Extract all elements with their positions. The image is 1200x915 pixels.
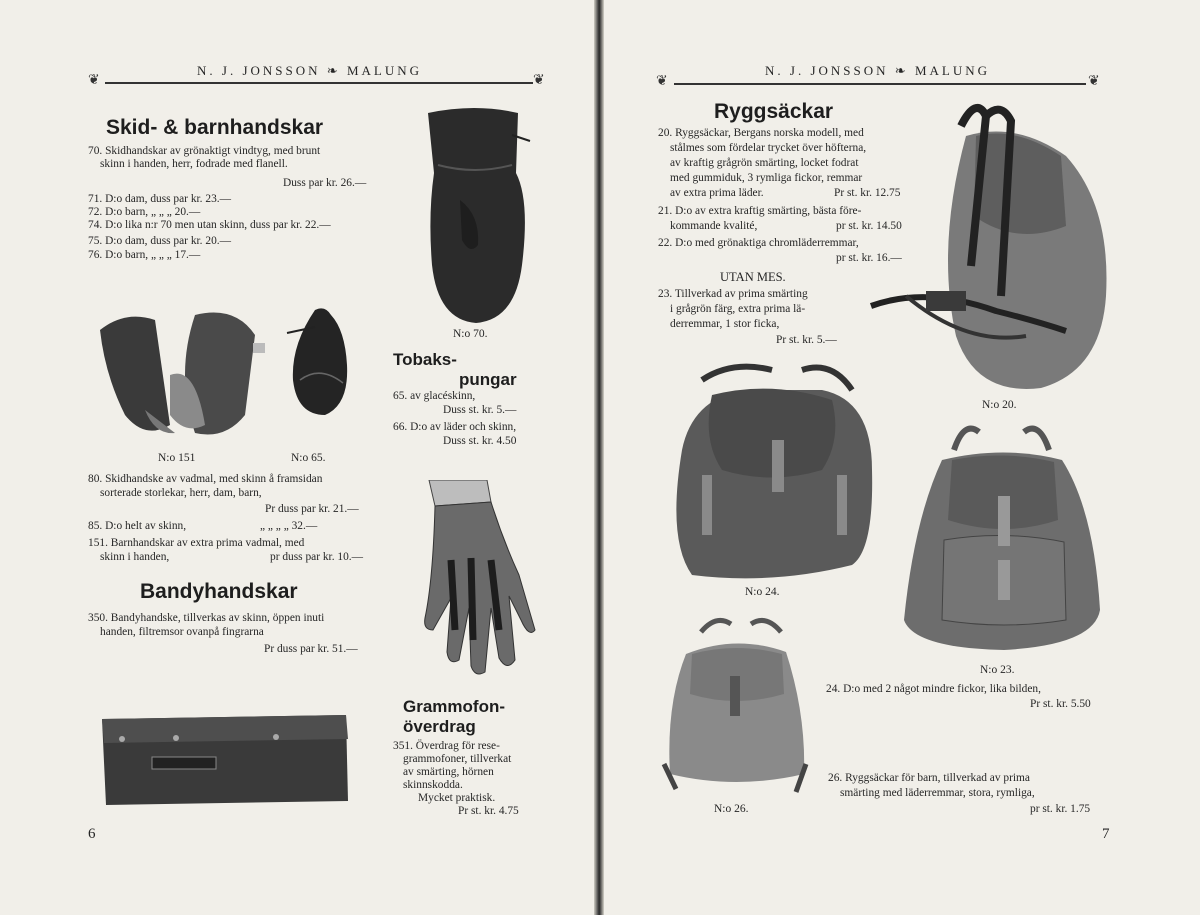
page-number: 7: [1102, 826, 1110, 842]
grammo-line: Mycket praktisk.: [418, 792, 496, 804]
ryggsack-line: av kraftig grågrön smärting, locket fodrat: [670, 157, 859, 169]
caption-no65: N:o 65.: [291, 452, 326, 464]
ryggsack-title: Ryggsäckar: [714, 100, 834, 123]
grammo-line: grammofoner, tillverkat: [403, 753, 512, 765]
ryggsack-line: 21. D:o av extra kraftig smärting, bästa före-: [658, 205, 862, 217]
page-header: N. J. JONSSON ❧ MALUNG: [197, 63, 422, 78]
skid2-line: 80. Skidhandske av vadmal, med skinn å framsidan: [88, 473, 323, 485]
skid2-price: pr duss par kr. 10.—: [270, 551, 364, 563]
bandy-line: 350. Bandyhandske, tillverkas av skinn, öppen inuti: [88, 612, 325, 624]
caption-no151: N:o 151: [158, 452, 196, 464]
item26-line: 26. Ryggsäckar för barn, tillverkad av prima: [828, 772, 1030, 784]
skid-line: 75. D:o dam, duss par kr. 20.—: [88, 235, 232, 247]
ryggsack-line: kommande kvalité,: [670, 220, 758, 232]
item24-price: Pr st. kr. 5.50: [1030, 698, 1091, 710]
bandy-title: Bandyhandskar: [140, 580, 298, 603]
ryggsack-line: derremmar, 1 stor ficka,: [670, 318, 780, 330]
tobak-title: pungar: [459, 370, 517, 389]
ryggsack-price: pr st. kr. 14.50: [836, 220, 902, 232]
skid-line: 71. D:o dam, duss par kr. 23.—: [88, 193, 232, 205]
skid-line: 74. D:o lika n:r 70 men utan skinn, duss par kr. 22.—: [88, 219, 331, 231]
grammo-price: Pr st. kr. 4.75: [458, 805, 519, 817]
backpack-24-image: [662, 360, 880, 585]
skid-line: 76. D:o barn, „ „ „ 17.—: [88, 249, 201, 261]
bandy-line: handen, filtremsor ovanpå fingrarna: [100, 626, 264, 638]
skid-title: Skid- & barnhandskar: [106, 116, 324, 139]
left-page: [0, 0, 594, 915]
grammo-title: Grammofon-: [403, 697, 505, 716]
header-rule: [674, 83, 1086, 85]
grammo-line: 351. Överdrag för rese-: [393, 740, 500, 752]
gramophone-cover-image: [96, 705, 352, 811]
skid2-line: skinn i handen,: [100, 551, 170, 563]
pouch-65-image: [285, 305, 355, 420]
tobak-title: Tobaks-: [393, 350, 457, 369]
skid-line: 70. Skidhandskar av grönaktigt vindtyg, med brunt: [88, 145, 321, 157]
ryggsack-line: 20. Ryggsäckar, Bergans norska modell, med: [658, 127, 864, 139]
ryggsack-line: av extra prima läder.: [670, 187, 764, 199]
grammo-line: av smärting, hörnen: [403, 766, 494, 778]
ryggsack-line: 22. D:o med grönaktiga chromläderremmar,: [658, 237, 859, 249]
backpack-20-image: [866, 96, 1116, 396]
ornament-right-icon: ❦: [1088, 74, 1100, 89]
backpack-23-image: [894, 420, 1110, 656]
item24-line: 24. D:o med 2 något mindre fickor, lika bilden,: [826, 683, 1041, 695]
grammo-line: skinnskodda.: [403, 779, 463, 791]
tobak-price: Duss st. kr. 5.—: [443, 404, 517, 416]
page-number: 6: [88, 826, 96, 842]
caption-no24: N:o 24.: [745, 586, 780, 598]
item26-line: smärting med läderremmar, stora, rymliga,: [840, 787, 1035, 799]
ornament-right-icon: ❦: [533, 73, 545, 88]
utan-mes-heading: UTAN MES.: [720, 270, 786, 284]
ryggsack-line: med gummiduk, 3 rymliga fickor, remmar: [670, 172, 863, 184]
caption-no70: N:o 70.: [453, 328, 488, 340]
page-header: N. J. JONSSON ❧ MALUNG: [765, 63, 990, 78]
ryggsack-line: stålmes som fördelar trycket över höfterna,: [670, 142, 867, 154]
right-page: [604, 0, 1200, 915]
skid2-line: 85. D:o helt av skinn,: [88, 520, 187, 532]
caption-no23: N:o 23.: [980, 664, 1015, 676]
ryggsack-price: pr st. kr. 16.—: [836, 252, 902, 264]
ryggsack-line: i grågrön färg, extra prima lä-: [670, 303, 806, 315]
ryggsack-price: Pr st. kr. 12.75: [834, 187, 901, 199]
grammo-title: överdrag: [403, 717, 476, 736]
book-spine: [594, 0, 604, 915]
ryggsack-price: Pr st. kr. 5.—: [776, 334, 837, 346]
bandy-glove-image: [415, 480, 540, 678]
caption-no20: N:o 20.: [982, 399, 1017, 411]
header-rule: [105, 82, 533, 84]
skid-line: 72. D:o barn, „ „ „ 20.—: [88, 206, 201, 218]
caption-no26: N:o 26.: [714, 803, 749, 815]
ornament-left-icon: ❦: [88, 73, 100, 88]
tobak-line: 65. av glacéskinn,: [393, 390, 476, 402]
tobak-line: 66. D:o av läder och skinn,: [393, 421, 517, 433]
skid2-line: sorterade storlekar, herr, dam, barn,: [100, 487, 262, 499]
skid2-price: Pr duss par kr. 21.—: [265, 503, 359, 515]
tobak-price: Duss st. kr. 4.50: [443, 435, 517, 447]
mittens-151-image: [95, 305, 270, 440]
item26-price: pr st. kr. 1.75: [1030, 803, 1091, 815]
mitten-70-image: [420, 105, 535, 330]
skid-line: skinn i handen, herr, fodrade med flanell.: [100, 158, 288, 170]
skid2-price: „ „ „ „ 32.—: [260, 520, 318, 532]
skid-price: Duss par kr. 26.—: [283, 177, 367, 189]
backpack-26-image: [656, 614, 818, 800]
skid2-line: 151. Barnhandskar av extra prima vadmal, med: [88, 537, 305, 549]
bandy-price: Pr duss par kr. 51.—: [264, 643, 358, 655]
ornament-left-icon: ❦: [656, 74, 668, 89]
ryggsack-line: 23. Tillverkad av prima smärting: [658, 288, 808, 300]
